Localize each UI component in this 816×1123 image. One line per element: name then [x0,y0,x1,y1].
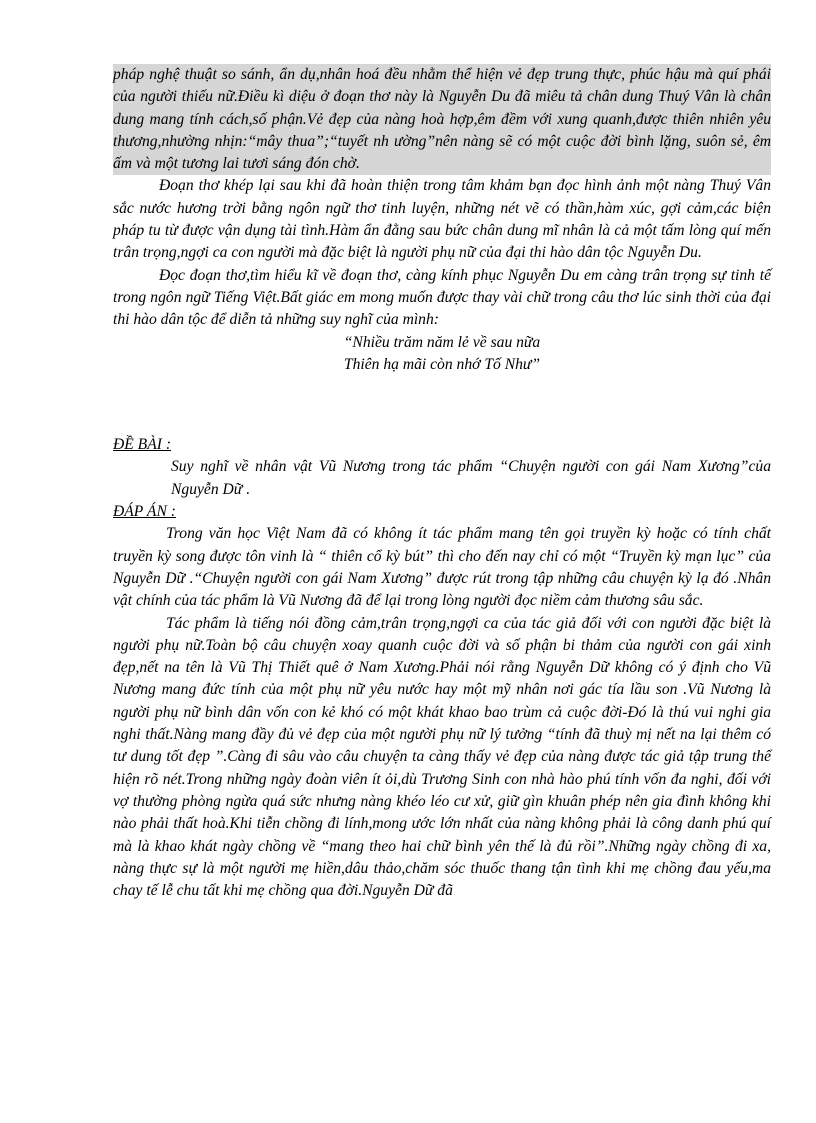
paragraph-2: Đoạn thơ khép lại sau khi đã hoàn thiện trong tâm khảm bạn đọc hình ảnh một nàng Thuý Vân sắc nước hương trời bằng ngôn ngữ thơ tinh luyện, những nét vẽ có thần,hàm xúc, gợi cảm,các biện pháp tu từ được vận dụng tài tình.Hàm ẩn đằng sau bức chân dung mĩ nhân là cả một tấm lòng quí mến trân trọng,ngợi ca con người mà đặc biệt là người phụ nữ của đại thi hào dân tộc Nguyễn Du. [113,177,771,262]
paragraph-3: Đọc đoạn thơ,tìm hiểu kĩ về đoạn thơ, càng kính phục Nguyễn Du em càng trân trọng sự tinh tế trong ngôn ngữ Tiếng Việt.Bất giác em mong muốn được thay vài chữ trong câu thơ lúc sinh thời của đại thi hào dân tộc để diễn tả những suy nghĩ của mình: [113,266,771,329]
section-gap [113,376,771,434]
poem-line-2: Thiên hạ mãi còn nhớ Tố Như” [343,355,541,373]
answer-paragraph-2: Tác phẩm là tiếng nói đồng cảm,trân trọng,ngợi ca của tác giả đối với con người đặc biệt là người phụ nữ.Toàn bộ câu chuyện xoay quanh cuộc đời và số phận bi thảm của người con gái xinh đẹp,nết na tên là Vũ Thị Thiết quê ở Nam Xương.Phải nói rằng Nguyễn Dữ không có ý định cho Vũ Nương mang đức tính của một phụ nữ yêu nước hay một mỹ nhân nơi gác tía lầu son .Vũ Nương là người phụ nữ bình dân vốn con kẻ khó có một khát khao bao trùm cả cuộc đời-Đó là thú vui nghi gia nghi thất.Nàng mang đầy đủ vẻ đẹp của một người phụ nữ lý tưởng “tính đã thuỳ mị nết na lại thêm có tư dung tốt đẹp ”.Càng đi sâu vào câu chuyện ta càng thấy vẻ đẹp của nàng được tác giả tập trung thể hiện rõ nét.Trong những ngày đoàn viên ít ỏi,dù Trương Sinh con nhà hào phú tính vốn đa nghi, đối với vợ thường phòng ngừa quá sức nhưng nàng khéo léo cư xử, giữ gìn khuân phép nên gia đình không khi nào phải thất hoà.Khi tiễn chồng đi lính,mong ước lớn nhất của nàng không phải là công danh phú quí mà là khao khát ngày chồng về “mang theo hai chữ bình yên thế là đủ rồi”.Những ngày chồng đi xa, nàng thực sự là một người mẹ hiền,dâu thảo,chăm sóc thuốc thang tận tình khi mẹ chồng đau yếu,ma chay tế lễ chu tất khi mẹ chồng qua đời.Nguyễn Dữ đã [113,614,771,900]
assignment-heading [113,434,771,456]
answer-heading [113,501,771,523]
answer-paragraph-1: Trong văn học Việt Nam đã có không ít tác phẩm mang tên gọi truyền kỳ hoặc có tính chất truyền kỳ song được tôn vinh là “ thiên cổ kỳ bút” thì cho đến nay chỉ có một “Truyền kỳ mạn lục” của Nguyễn Dữ .“Chuyện người con gái Nam Xương” được rút trong tập những câu chuyện kỳ lạ đó .Nhân vật chính của tác phẩm là Vũ Nương đã để lại trong lòng người đọc niềm cảm thương sâu sắc. [113,525,771,610]
answer-heading-text: ĐÁP ÁN : [113,503,176,521]
poem-line-1: “Nhiều trăm năm lẻ về sau nữa [343,333,541,351]
intro-paragraph: pháp nghệ thuật so sánh, ẩn dụ,nhân hoá đều nhằm thể hiện vẻ đẹp trung thực, phúc hậu mà quí phái của người thiếu nữ.Điều kì diệu ở đoạn thơ này là Nguyễn Du đã miêu tả chân dung Thuý Vân là chân dung mang tính cách,số phận.Vẻ đẹp của nàng hoà hợp,êm đềm với xung quanh,được thiên nhiên yêu thương,nhường nhịn:“mây thua”;“tuyết nh ường”nên nàng sẽ có một cuộc đời bình lặng, suôn sẻ, êm ấm và một tương lai tươi sáng đón chờ. [113,64,771,175]
document-page [113,64,771,902]
assignment-heading-text: ĐỀ BÀI : [113,436,172,454]
assignment-text: Suy nghĩ về nhân vật Vũ Nương trong tác phẩm “Chuyện người con gái Nam Xương”của Nguyễn Dữ . [171,458,771,498]
